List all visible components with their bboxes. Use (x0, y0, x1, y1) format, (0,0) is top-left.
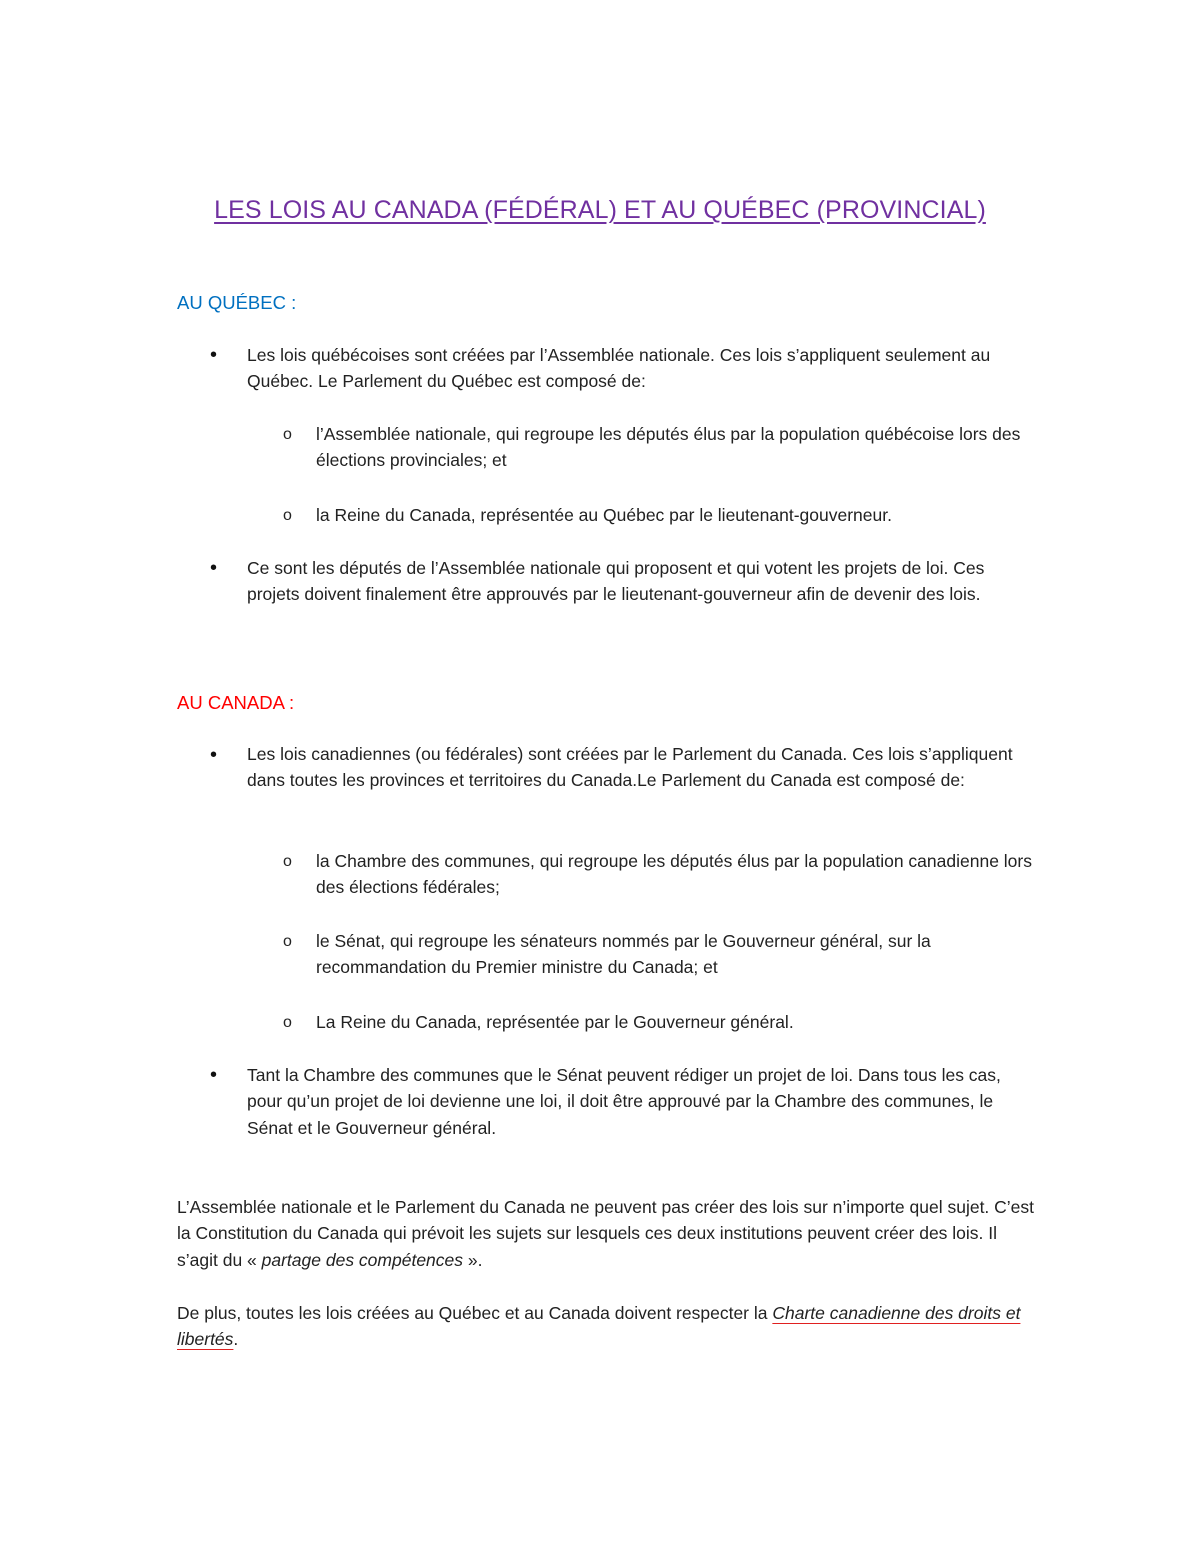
canada-sub-3: La Reine du Canada, représentée par le Gouverneur général. (316, 1012, 794, 1032)
document-title: LES LOIS AU CANADA (FÉDÉRAL) ET AU QUÉBEC (PROVINCIAL) (214, 196, 986, 224)
canada-point-2: Tant la Chambre des communes que le Sénat peuvent rédiger un projet de loi. Dans tous les cas, pour qu’un projet de loi devienne une loi, il doit être approuvé par la Chambre des communes, le Sénat et le Gouverneur général. (247, 1065, 1001, 1138)
sub-bullet-icon: o (283, 1014, 292, 1031)
quebec-point-2: Ce sont les députés de l’Assemblée nationale qui proposent et qui votent les projets de loi. Ces projets doivent finalement être approuvés par le lieutenant-gouverneur afin de devenir des lois. (247, 558, 985, 605)
closing-paragraph-2 (177, 1300, 1037, 1353)
quebec-sub-2: la Reine du Canada, représentée au Québec par le lieutenant-gouverneur. (316, 505, 892, 525)
quebec-point-1: Les lois québécoises sont créées par l’Assemblée nationale. Ces lois s’appliquent seulement au Québec. Le Parlement du Québec est composé de: (247, 345, 991, 392)
canada-sub-1: la Chambre des communes, qui regroupe les députés élus par la population canadienne lors des élections fédérales; (316, 851, 1032, 898)
canada-sub-2: le Sénat, qui regroupe les sénateurs nommés par le Gouverneur général, sur la recommandation du Premier ministre du Canada; et (316, 931, 931, 978)
bullet-icon: • (210, 1064, 218, 1086)
bullet-icon: • (210, 557, 218, 579)
quebec-heading: AU QUÉBEC : (177, 292, 297, 313)
canada-heading: AU CANADA : (177, 692, 295, 713)
closing-paragraph-1 (177, 1194, 1037, 1273)
charte-canadienne-link[interactable]: Charte canadienne des droits et libertés (177, 1303, 1021, 1350)
closing-paragraph-1-end: ». (463, 1249, 483, 1270)
sub-bullet-icon: o (283, 507, 292, 524)
canada-point-1: Les lois canadiennes (ou fédérales) sont créées par le Parlement du Canada. Ces lois s’appliquent dans toutes les provinces et territoires du Canada.Le Parlement du Canada est composé de: (247, 744, 1013, 791)
bullet-icon: • (210, 744, 218, 766)
closing-paragraph-2-end: . (233, 1329, 239, 1350)
closing-paragraph-2-text: De plus, toutes les lois créées au Québec et au Canada doivent respecter la (177, 1303, 773, 1323)
sub-bullet-icon: o (283, 426, 292, 443)
partage-des-competences-emphasis: partage des compétences (261, 1249, 464, 1270)
quebec-sub-1: l’Assemblée nationale, qui regroupe les députés élus par la population québécoise lors des élections provinciales; et (316, 424, 1021, 471)
sub-bullet-icon: o (283, 933, 292, 950)
closing-paragraph-1-text: L’Assemblée nationale et le Parlement du Canada ne peuvent pas créer des lois sur n’importe quel sujet. C’est la Constitution du Canada qui prévoit les sujets sur lesquels ces deux institutions peuvent créer des lois. Il s’agit du « (177, 1197, 1035, 1270)
sub-bullet-icon: o (283, 853, 292, 870)
bullet-icon: • (210, 344, 218, 366)
